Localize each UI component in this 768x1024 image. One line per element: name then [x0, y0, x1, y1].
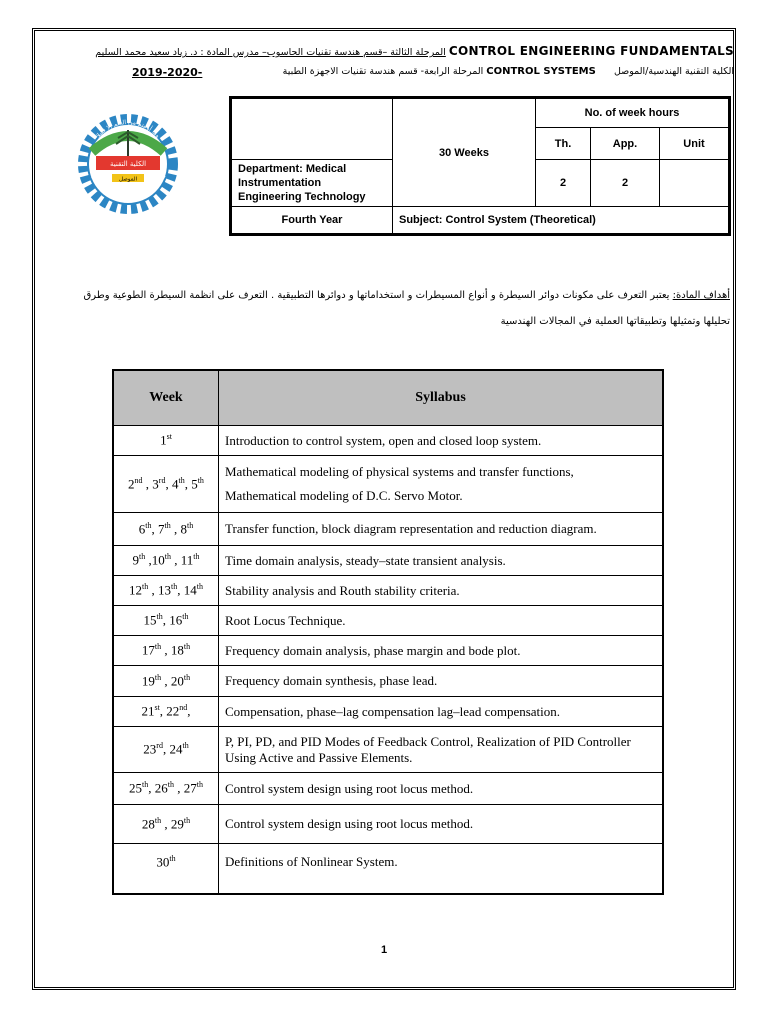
blank-cell	[231, 98, 393, 160]
college-seal-icon	[72, 100, 184, 224]
syllabus-cell	[219, 456, 664, 513]
header-line-2-arabic: المرحلة الرابعة- قسم هندسة تقنيات الاجهزة الطبية	[282, 66, 484, 77]
th-label: Th.	[536, 128, 591, 160]
college-name: الكلية التقنية الهندسية/الموصل	[613, 66, 734, 77]
syllabus-cell: Transfer function, block diagram representation and reduction diagram.	[219, 513, 664, 546]
academic-year: 2019-2020-	[132, 66, 203, 79]
subject-title: CONTROL SYSTEMS	[486, 66, 596, 77]
syllabus-cell: Stability analysis and Routh stability criteria.	[219, 576, 664, 606]
weeks-cell: 30 Weeks	[393, 98, 536, 207]
syllabus-cell: Control system design using root locus method.	[219, 773, 664, 805]
aims-label: أهداف المادة:	[672, 290, 730, 301]
header-line-1-content	[95, 44, 734, 58]
syllabus-cell: Control system design using root locus method.	[219, 805, 664, 844]
week-cell-12: 28th , 29th	[113, 805, 219, 844]
syllabus-cell-line: Mathematical modeling of D.C. Servo Motor.	[225, 488, 463, 503]
syllabus-cell-line: Mathematical modeling of physical systems and transfer functions,	[225, 464, 574, 479]
header-line-1-arabic: المرحلة الثالثة –قسم هندسة تقنيات الحاسوب– مدرس المادة : د. زياد سعيد محمد السليم	[95, 47, 446, 58]
course-info-table	[229, 96, 731, 236]
seal-motto: وما أوتيتم من العلم إلا قليلا	[94, 118, 162, 140]
week-cell-9: 21st, 22nd,	[113, 697, 219, 727]
course-aims-line-2	[44, 316, 730, 327]
header-line-2	[40, 66, 734, 82]
course-aims-line-1	[44, 290, 730, 301]
week-cell-10: 23rd, 24th	[113, 727, 219, 773]
syllabus-cell: Definitions of Nonlinear System.	[219, 844, 664, 894]
week-cell-5: 12th , 13th, 14th	[113, 576, 219, 606]
week-cell-11: 25th, 26th , 27th	[113, 773, 219, 805]
app-label: App.	[591, 128, 660, 160]
seal-college-name: الكلية التقنية	[109, 160, 147, 168]
seal-city: الموصل	[118, 176, 138, 183]
header-line-2-content	[283, 66, 734, 77]
header-line-1	[40, 44, 734, 60]
syllabus-header: Syllabus	[219, 370, 664, 426]
week-header: Week	[113, 370, 219, 426]
year-cell: Fourth Year	[231, 207, 393, 235]
unit-value	[660, 160, 730, 207]
week-cell-1: 1st	[113, 426, 219, 456]
hours-header: No. of week hours	[536, 98, 730, 128]
syllabus-cell: Frequency domain synthesis, phase lead.	[219, 666, 664, 697]
syllabus-cell: Introduction to control system, open and closed loop system.	[219, 426, 664, 456]
syllabus-cell: Frequency domain analysis, phase margin and bode plot.	[219, 636, 664, 666]
week-cell-13: 30th	[113, 844, 219, 894]
week-cell-3: 6th, 7th , 8th	[113, 513, 219, 546]
department-cell: Department: Medical Instrumentation Engineering Technology	[231, 160, 393, 207]
syllabus-cell: Root Locus Technique.	[219, 606, 664, 636]
page-number: 1	[380, 944, 388, 956]
syllabus-table	[112, 369, 664, 895]
aims-text-1: يعتبر التعرف على مكونات دوائر السيطرة و أنواع المسيطرات و استخداماتها و دوائرها التطبيقية . التعرف على انظمة السيطرة الطوعية وطرق	[83, 290, 670, 301]
week-cell-4: 9th ,10th , 11th	[113, 546, 219, 576]
course-title: CONTROL ENGINEERING FUNDAMENTALS	[448, 44, 734, 58]
week-cell-7: 17th , 18th	[113, 636, 219, 666]
app-value: 2	[591, 160, 660, 207]
syllabus-cell: P, PI, PD, and PID Modes of Feedback Control, Realization of PID Controller Using Active and Passive Elements.	[219, 727, 664, 773]
subject-cell: Subject: Control System (Theoretical)	[393, 207, 730, 235]
unit-label: Unit	[660, 128, 730, 160]
seal-english-name: TECHNICAL COLLEGE / MOSUL	[88, 174, 168, 202]
week-cell-2: 2nd , 3rd, 4th, 5th	[113, 456, 219, 513]
syllabus-cell: Compensation, phase–lag compensation lag–lead compensation.	[219, 697, 664, 727]
syllabus-cell: Time domain analysis, steady–state transient analysis.	[219, 546, 664, 576]
aims-text-2: تحليلها وتمثيلها وتطبيقاتها العملية في المجالات الهندسية	[500, 316, 730, 327]
th-value: 2	[536, 160, 591, 207]
week-cell-6: 15th, 16th	[113, 606, 219, 636]
week-cell-8: 19th , 20th	[113, 666, 219, 697]
